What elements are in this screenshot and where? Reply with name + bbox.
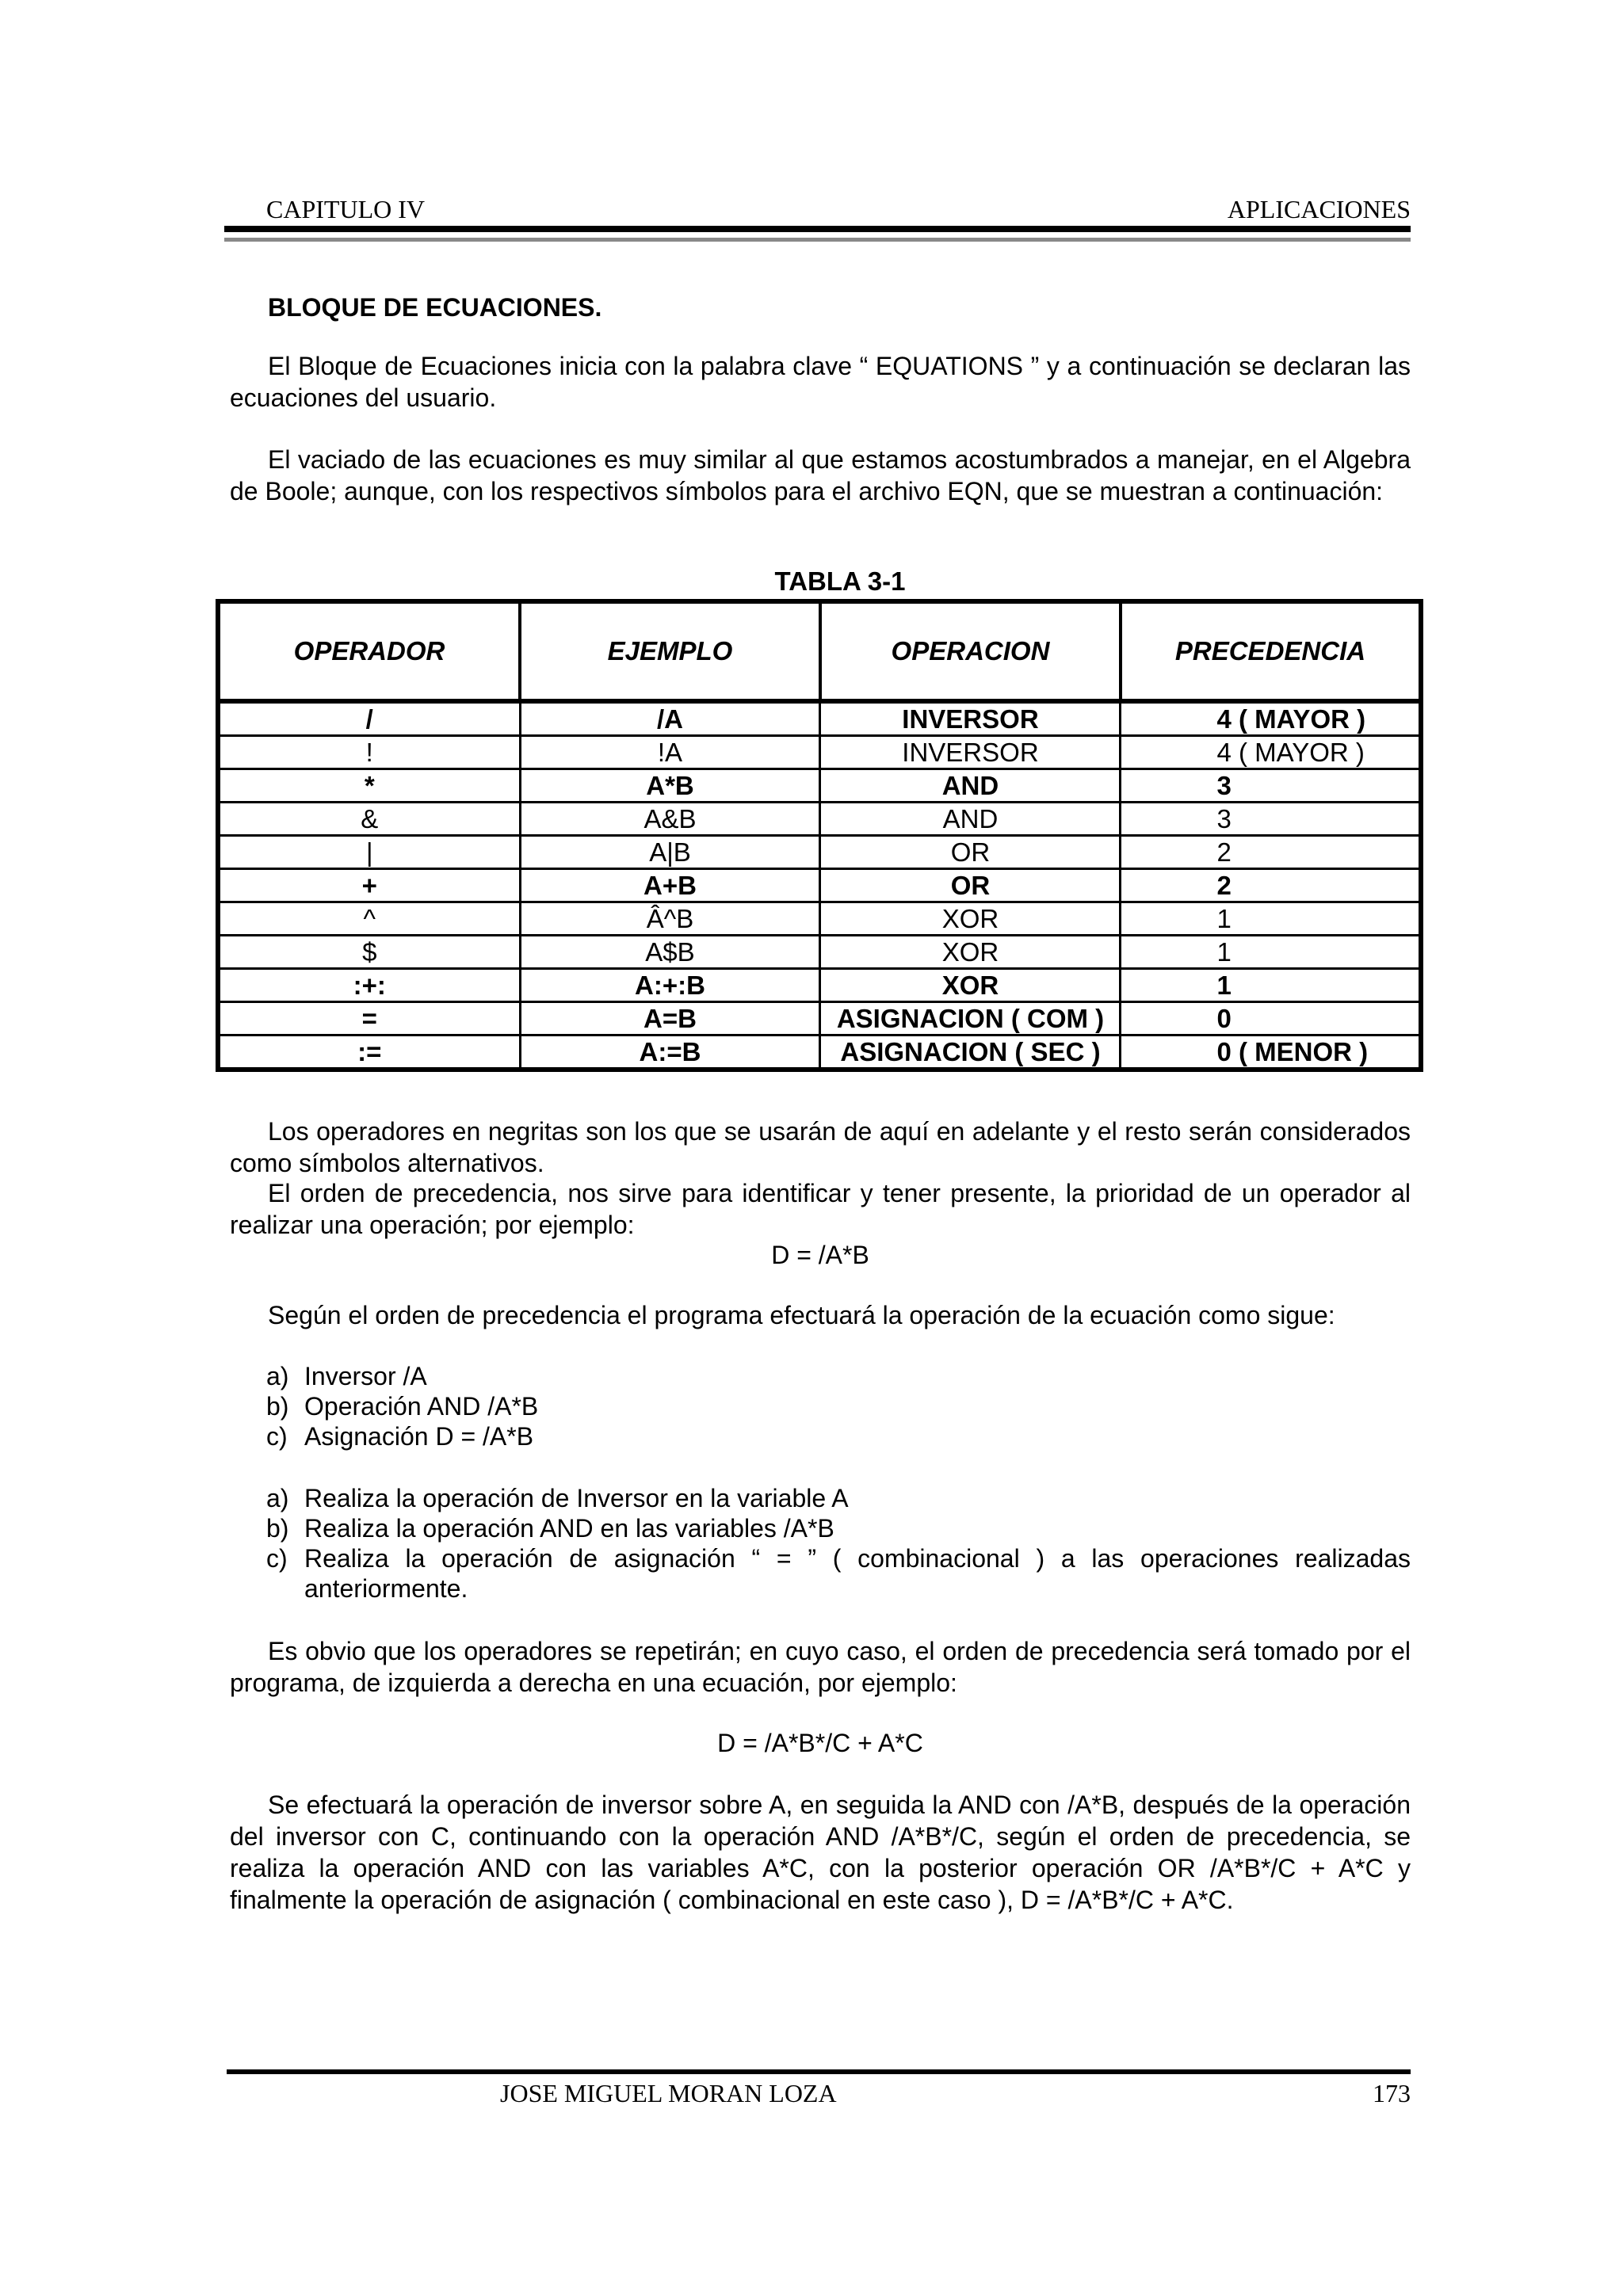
table-header-row [218,601,1421,701]
cell-operation: ASIGNACION ( COM ) [820,1002,1121,1035]
steps-list [266,1361,1411,1451]
header-chapter: CAPITULO IV [266,195,425,223]
header-rule [224,226,1411,232]
cell-precedence: 4 ( MAYOR ) [1121,736,1421,769]
column-header-ejemplo: EJEMPLO [520,601,820,701]
list-item: a) Realiza la operación de Inversor en la variable A [266,1484,849,1512]
column-header-precedencia: PRECEDENCIA [1121,601,1421,701]
cell-example: !A [520,736,820,769]
cell-example: A*B [520,769,820,803]
cell-precedence: 0 [1121,1002,1421,1035]
cell-operation: XOR [820,969,1121,1002]
section-heading: BLOQUE DE ECUACIONES. [268,293,602,322]
table-row [218,836,1421,869]
cell-example: A|B [520,836,820,869]
equation-example-1: D = /A*B [771,1241,869,1269]
table-row [218,1002,1421,1035]
cell-operation: ASIGNACION ( SEC ) [820,1035,1121,1070]
page-number: 173 [1373,2079,1411,2107]
cell-precedence: 4 ( MAYOR ) [1121,701,1421,736]
cell-precedence: 2 [1121,836,1421,869]
cell-example: A+B [520,869,820,902]
table-row [218,769,1421,803]
table-row [218,803,1421,836]
list-item: b) Operación AND /A*B [266,1392,539,1421]
equation-example-2: D = /A*B*/C + A*C [717,1729,923,1757]
cell-operation: AND [820,803,1121,836]
cell-example: A:+:B [520,969,820,1002]
table-row [218,936,1421,969]
cell-operator: ^ [218,902,520,936]
cell-operator: := [218,1035,520,1070]
cell-example: A$B [520,936,820,969]
cell-operator: * [218,769,520,803]
cell-operation: OR [820,869,1121,902]
list-item: b) Realiza la operación AND en las variables /A*B [266,1514,834,1543]
cell-operation: XOR [820,902,1121,936]
cell-operation: XOR [820,936,1121,969]
intro-paragraph-1: El Bloque de Ecuaciones inicia con la palabra clave “ EQUATIONS ” y a continuación se declaran las ecuaciones del usuario. [230,352,1411,412]
cell-operator: + [218,869,520,902]
paragraph-evaluation: Se efectuará la operación de inversor sobre A, en seguida la AND con /A*B, después de la operación del inversor con C, continuando con la operación AND /A*B*/C, según el orden de precedencia, se realiza la operación AND con las variables A*C, con la posterior operación OR /A*B*/C + A*C y finalmente la operación de asignación ( combinacional en este caso ), D = /A*B*/C + A*C. [230,1791,1411,1914]
header-section: APLICACIONES [1227,195,1411,223]
cell-operator: ! [218,736,520,769]
cell-operator: & [218,803,520,836]
cell-operation: AND [820,769,1121,803]
cell-operator: $ [218,936,520,969]
column-header-operador: OPERADOR [218,601,520,701]
table-caption: TABLA 3-1 [774,566,906,596]
cell-precedence: 1 [1121,969,1421,1002]
steps-explanation-list [266,1483,1411,1604]
cell-operation: OR [820,836,1121,869]
paragraph-repetition: Es obvio que los operadores se repetirán; en cuyo caso, el orden de precedencia será tomado por el programa, de izquierda a derecha en una ecuación, por ejemplo: [230,1637,1411,1697]
cell-operator: :+: [218,969,520,1002]
cell-operator: / [218,701,520,736]
cell-precedence: 1 [1121,936,1421,969]
table-row [218,701,1421,736]
cell-example: /A [520,701,820,736]
table-row [218,969,1421,1002]
cell-operation: INVERSOR [820,701,1121,736]
table-row [218,736,1421,769]
cell-example: Â^B [520,902,820,936]
list-item: a) Inversor /A [266,1362,427,1390]
cell-precedence: 3 [1121,769,1421,803]
cell-precedence: 1 [1121,902,1421,936]
cell-example: A&B [520,803,820,836]
cell-operator: = [218,1002,520,1035]
footer-rule [227,2069,1411,2074]
cell-example: A:=B [520,1035,820,1070]
table-row [218,1035,1421,1070]
paragraph-precedence: El orden de precedencia, nos sirve para identificar y tener presente, la prioridad de un operador al realizar una operación; por ejemplo: [230,1179,1411,1239]
column-header-operacion: OPERACION [820,601,1121,701]
cell-precedence: 3 [1121,803,1421,836]
paragraph-bold-operators: Los operadores en negritas son los que se usarán de aquí en adelante y el resto serán considerados como símbolos alternativos. [230,1117,1411,1177]
cell-operator: | [218,836,520,869]
list-item: c) Asignación D = /A*B [266,1422,534,1451]
cell-example: A=B [520,1002,820,1035]
list-item: c) Realiza la operación de asignación “ = ” ( combinacional ) a las operaciones realizadas anteriormente. [266,1544,1411,1603]
header-rule-secondary [224,238,1411,242]
cell-precedence: 2 [1121,869,1421,902]
footer-author: JOSE MIGUEL MORAN LOZA [500,2079,837,2107]
table-row [218,902,1421,936]
cell-precedence: 0 ( MENOR ) [1121,1035,1421,1070]
cell-operation: INVERSOR [820,736,1121,769]
operators-table [216,599,1423,1072]
intro-paragraph-2: El vaciado de las ecuaciones es muy similar al que estamos acostumbrados a manejar, en el Algebra de Boole; aunque, con los respectivos símbolos para el archivo EQN, que se muestran a continuación: [230,445,1411,505]
table-row [218,869,1421,902]
paragraph-order-intro: Según el orden de precedencia el programa efectuará la operación de la ecuación como sigue: [268,1301,1335,1329]
